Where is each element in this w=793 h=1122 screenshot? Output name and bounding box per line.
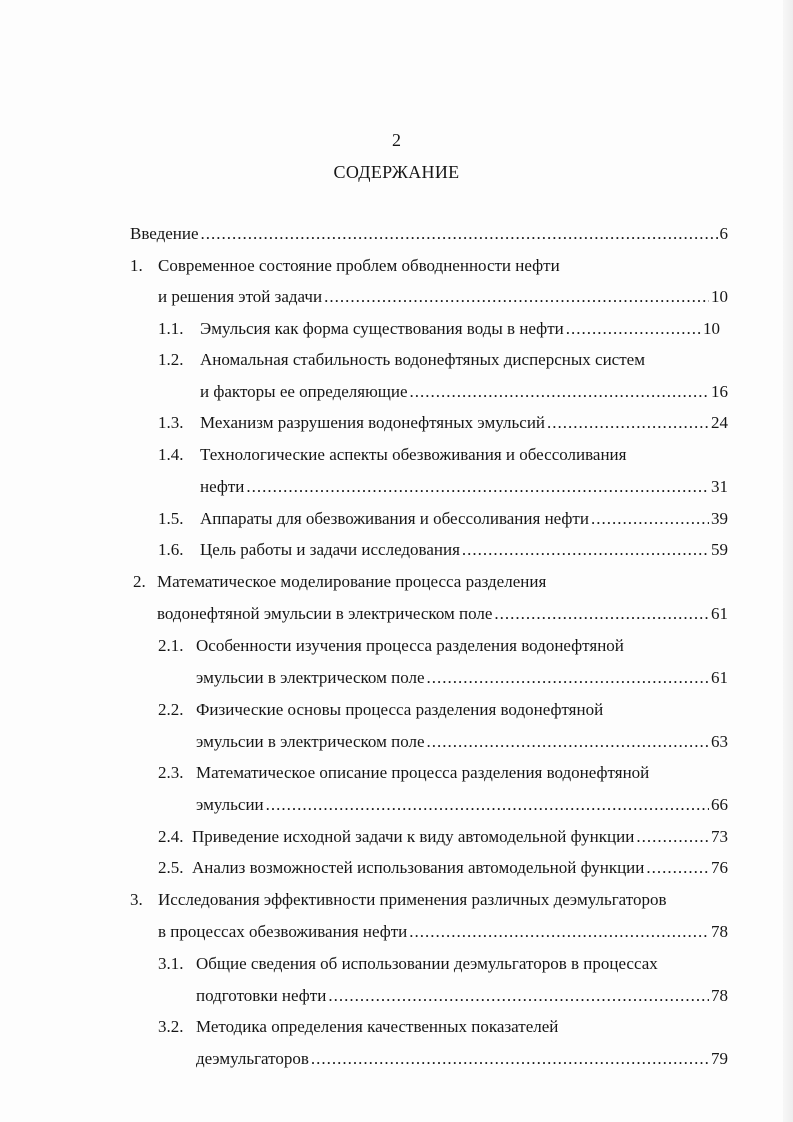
toc-page-number: 73 <box>711 827 728 846</box>
toc-entry-1-3 <box>158 413 728 437</box>
toc-entry-text: эмульсии в электрическом поле <box>196 668 425 687</box>
toc-entry-text: деэмульгаторов <box>196 1049 309 1068</box>
toc-entry-2 <box>133 572 728 596</box>
page-title: СОДЕРЖАНИЕ <box>333 162 460 182</box>
toc-entry-text: нефти <box>200 477 245 496</box>
toc-leader <box>410 382 709 402</box>
toc-page-number: 6 <box>719 224 728 243</box>
toc-entry-2-3-cont <box>196 795 728 819</box>
toc-entry-1-6 <box>158 540 728 564</box>
toc-entry-2-2 <box>158 700 728 724</box>
toc-entry-2-cont <box>157 604 728 628</box>
toc-leader <box>266 795 709 815</box>
toc-leader <box>201 224 718 244</box>
toc-entry-1-5 <box>158 509 728 533</box>
toc-entry-1-cont <box>158 287 728 311</box>
toc-entry-number: 2.2. <box>158 700 184 719</box>
toc-entry-1-4-cont <box>200 477 728 501</box>
toc-entry-text: Математическое описание процесса разделения водонефтяной <box>196 763 650 782</box>
toc-entry-2-2-cont <box>196 732 728 756</box>
toc-entry-3-2 <box>158 1017 728 1041</box>
toc-page-number: 76 <box>711 858 728 877</box>
toc-entry-text: Приведение исходной задачи к виду автомодельной функции <box>192 827 635 846</box>
toc-entry-number: 2. <box>133 572 146 591</box>
toc-entry-intro <box>130 224 728 248</box>
toc-page-number: 63 <box>711 732 728 751</box>
toc-page-number: 31 <box>711 477 728 496</box>
toc-entry-number: 1. <box>130 256 143 275</box>
toc-entry-number: 2.3. <box>158 763 184 782</box>
toc-entry-text: водонефтяной эмульсии в электрическом поле <box>157 604 493 623</box>
toc-entry-2-5 <box>158 858 728 882</box>
toc-entry-text: в процессах обезвоживания нефти <box>158 922 408 941</box>
toc-entry-1-2 <box>158 350 728 374</box>
toc-leader <box>494 604 709 624</box>
toc-page-number: 16 <box>711 382 728 401</box>
toc-entry-text: и факторы ее определяющие <box>200 382 408 401</box>
toc-entry-text: подготовки нефти <box>196 986 327 1005</box>
toc-page-number: 10 <box>711 287 728 306</box>
toc-entry-text: Эмульсия как форма существования воды в нефти <box>200 319 564 338</box>
toc-entry-number: 2.4. <box>158 827 184 846</box>
toc-entry-number: 2.1. <box>158 636 184 655</box>
page-number: 2 <box>392 130 401 150</box>
toc-entry-text: Механизм разрушения водонефтяных эмульсий <box>200 413 546 432</box>
toc-entry-text: Математическое моделирование процесса разделения <box>157 572 547 591</box>
toc-entry-2-3 <box>158 763 728 787</box>
toc-leader <box>646 858 709 878</box>
toc-entry-text: Современное состояние проблем обводненности нефти <box>158 256 560 275</box>
toc-entry-3-2-cont <box>196 1049 728 1073</box>
toc-leader <box>311 1049 709 1069</box>
toc-entry-3-1 <box>158 954 728 978</box>
toc-entry-number: 3. <box>130 890 143 909</box>
toc-page-number: 61 <box>711 668 728 687</box>
toc-entry-number: 1.2. <box>158 350 184 369</box>
toc-entry-1 <box>130 256 728 280</box>
toc-entry-3-cont <box>158 922 728 946</box>
toc-entry-text: Исследования эффективности применения различных деэмульгаторов <box>158 890 667 909</box>
toc-leader <box>246 477 709 497</box>
toc-entry-3 <box>130 890 728 914</box>
toc-entry-1-2-cont <box>200 382 728 406</box>
toc-entry-text: Особенности изучения процесса разделения водонефтяной <box>196 636 624 655</box>
toc-entry-number: 1.4. <box>158 445 184 464</box>
toc-entry-number: 1.5. <box>158 509 184 528</box>
toc-entry-text: Аномальная стабильность водонефтяных дисперсных систем <box>200 350 645 369</box>
toc-entry-text: Аппараты для обезвоживания и обессоливания нефти <box>200 509 589 528</box>
toc-leader <box>636 827 709 847</box>
toc-page-number: 24 <box>711 413 728 432</box>
toc-leader <box>328 986 709 1006</box>
toc-page-number: 79 <box>711 1049 728 1068</box>
toc-entry-2-1-cont <box>196 668 728 692</box>
toc-page-number: 78 <box>711 986 728 1005</box>
toc-leader <box>566 319 701 339</box>
toc-entry-text: эмульсии <box>196 795 264 814</box>
toc-entry-1-1 <box>158 319 720 343</box>
toc-leader <box>591 509 709 529</box>
toc-page-number: 39 <box>711 509 728 528</box>
toc-entry-number: 1.1. <box>158 319 184 338</box>
toc-leader <box>427 732 710 752</box>
toc-page-number: 66 <box>711 795 728 814</box>
toc-entry-text: Введение <box>130 224 199 243</box>
toc-leader <box>324 287 709 307</box>
toc-entry-2-4 <box>158 827 728 851</box>
toc-entry-number: 1.6. <box>158 540 184 559</box>
toc-page-number: 10 <box>703 319 720 338</box>
toc-entry-number: 2.5. <box>158 858 184 877</box>
toc-page-number: 78 <box>711 922 728 941</box>
toc-entry-3-1-cont <box>196 986 728 1010</box>
toc-entry-text: эмульсии в электрическом поле <box>196 732 425 751</box>
toc-leader <box>427 668 710 688</box>
toc-page-number: 59 <box>711 540 728 559</box>
toc-entry-number: 1.3. <box>158 413 184 432</box>
toc-page-number: 61 <box>711 604 728 623</box>
toc-entry-number: 3.1. <box>158 954 184 973</box>
toc-entry-text: и решения этой задачи <box>158 287 323 306</box>
toc-entry-text: Анализ возможностей использования автомодельной функции <box>192 858 645 877</box>
toc-entry-text: Общие сведения об использовании деэмульгаторов в процессах <box>196 954 658 973</box>
toc-entry-1-4 <box>158 445 728 469</box>
toc-entry-2-1 <box>158 636 728 660</box>
toc-entry-text: Технологические аспекты обезвоживания и обессоливания <box>200 445 627 464</box>
toc-entry-number: 3.2. <box>158 1017 184 1036</box>
toc-leader <box>547 413 709 433</box>
toc-entry-text: Физические основы процесса разделения водонефтяной <box>196 700 604 719</box>
toc-entry-text: Цель работы и задачи исследования <box>200 540 460 559</box>
toc-leader <box>409 922 709 942</box>
toc-entry-text: Методика определения качественных показателей <box>196 1017 559 1036</box>
toc-leader <box>462 540 709 560</box>
